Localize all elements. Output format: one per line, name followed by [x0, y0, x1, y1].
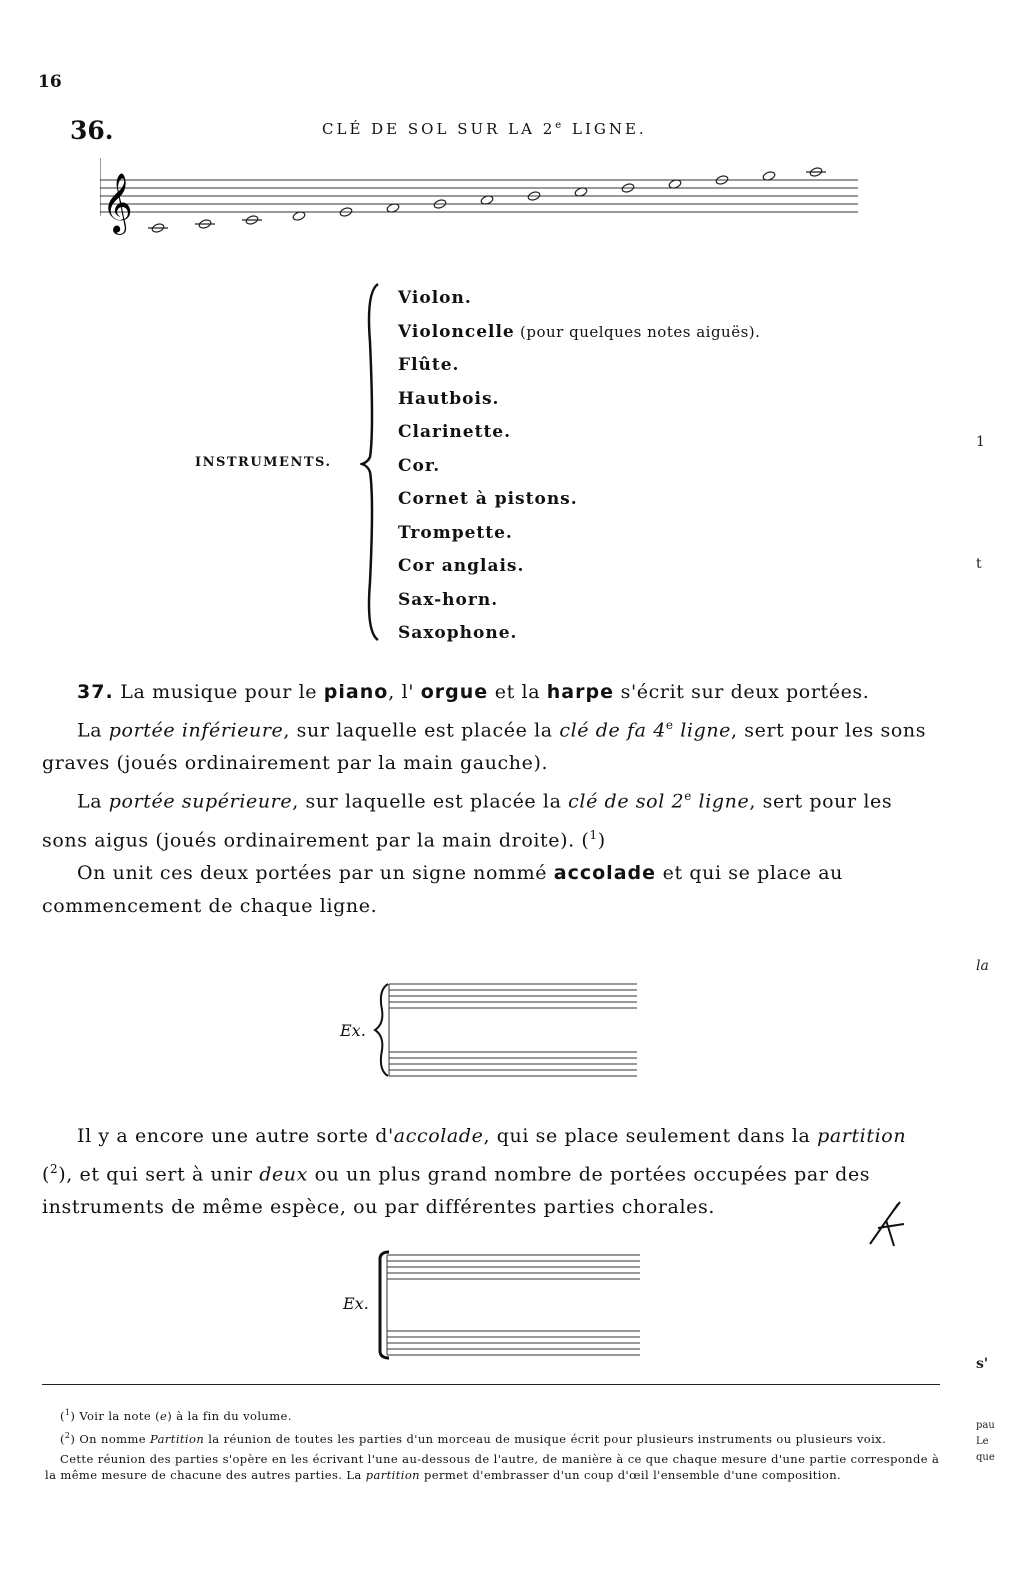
instrument-item: [398, 354, 760, 388]
accolade-brace-icon: [375, 984, 388, 1076]
paragraph-37-1: 37. La musique pour le piano, l' orgue et la harpe s'écrit sur deux portées.: [77, 681, 870, 703]
instrument-item: [398, 321, 760, 355]
instrument-name: Sax-horn.: [398, 589, 499, 610]
footnotes: [45, 1405, 943, 1487]
edge-fragment: 1: [976, 434, 985, 450]
edge-fragment: s': [976, 1356, 989, 1372]
treble-clef-icon: 𝄞: [102, 173, 133, 233]
instrument-name: Violon.: [398, 288, 472, 308]
page-number: 16: [38, 72, 62, 92]
paragraph-37-4: On unit ces deux portées par un signe nommé accolade et qui se place au commencement de chaque ligne.: [42, 861, 843, 917]
example-label-1: Ex.: [340, 1021, 366, 1040]
paragraph-37-2: La portée inférieure, sur laquelle est placée la clé de fa 4e ligne, sert pour les sons graves (joués ordinairement par la main gauche).: [42, 718, 927, 775]
instrument-note: (pour quelques notes aiguës).: [514, 322, 761, 341]
footnote-1: ($^1$) Voir la note (e) à la fin du volume.: [60, 1408, 292, 1423]
example-label-2: Ex.: [343, 1294, 369, 1313]
instrument-item: [398, 488, 760, 522]
instrument-item: [398, 589, 760, 623]
instrument-name: Cor.: [398, 455, 441, 476]
instruments-label: INSTRUMENTS.: [195, 455, 332, 470]
instrument-item: [398, 421, 760, 455]
instrument-item: [398, 622, 760, 656]
instrument-name: Violoncelle: [398, 321, 515, 342]
edge-fragment: que: [976, 1452, 995, 1463]
edge-fragment: Le: [976, 1436, 989, 1447]
instrument-name: Trompette.: [398, 522, 513, 543]
footnote-2: ($^2$) On nomme Partition la réunion de toutes les parties d'un morceau de musique écrit pour plusieurs instruments ou plusieurs voix.: [60, 1430, 887, 1446]
instrument-item: [398, 522, 760, 556]
edge-fragment: t: [976, 556, 982, 572]
instrument-name: Hautbois.: [398, 388, 500, 409]
section-title-36: CLÉ DE SOL SUR LA 2e LIGNE.: [322, 120, 647, 138]
piano-staff-brace-example: [372, 980, 642, 1080]
accolade-bracket-icon: [380, 1252, 389, 1358]
edge-fragment: pau: [976, 1420, 995, 1431]
instrument-name: Cornet à pistons.: [398, 489, 578, 509]
footnote-rule: [42, 1384, 940, 1385]
handwritten-mark-icon: [864, 1200, 908, 1252]
edge-fragment: la: [976, 958, 989, 974]
instrument-name: Saxophone.: [398, 623, 518, 643]
instrument-name: Cor anglais.: [398, 556, 525, 576]
partition-paragraph: [42, 1120, 932, 1224]
instrument-item: [398, 455, 760, 489]
partition-text: Il y a encore une autre sorte d'accolade, qui se place seulement dans la partition ($^2$), et qui sert à unir deux ou un plus grand nombre de portées occupées par des instruments de même espèce, ou par différentes parties chorales.: [42, 1125, 907, 1219]
section-number-36: 36.: [70, 116, 114, 145]
instrument-item: [398, 388, 760, 422]
section-37-text: [42, 676, 932, 923]
instrument-name: Flûte.: [398, 355, 460, 375]
instrument-brace-icon: [360, 282, 390, 642]
footnote-2-continued: Cette réunion des parties s'opère en les écrivant l'une au-dessous de l'autre, de manière à ce que chaque mesure d'une partie corresponde à la même mesure de chacune des autres parties. La partition permet d'embrasser d'un coup d'œil l'ensemble d'une composition.: [45, 1451, 940, 1482]
paragraph-37-3: La portée supérieure, sur laquelle est placée la clé de sol 2e ligne, sert pour les sons aigus (joués ordinairement par la main droite). ($^1$): [42, 789, 893, 851]
instrument-name: Clarinette.: [398, 422, 512, 442]
partition-bracket-example: [375, 1250, 645, 1360]
instrument-item: [398, 555, 760, 589]
instrument-list: [398, 287, 760, 656]
treble-staff-scale: [100, 158, 860, 238]
instrument-item: [398, 287, 760, 321]
